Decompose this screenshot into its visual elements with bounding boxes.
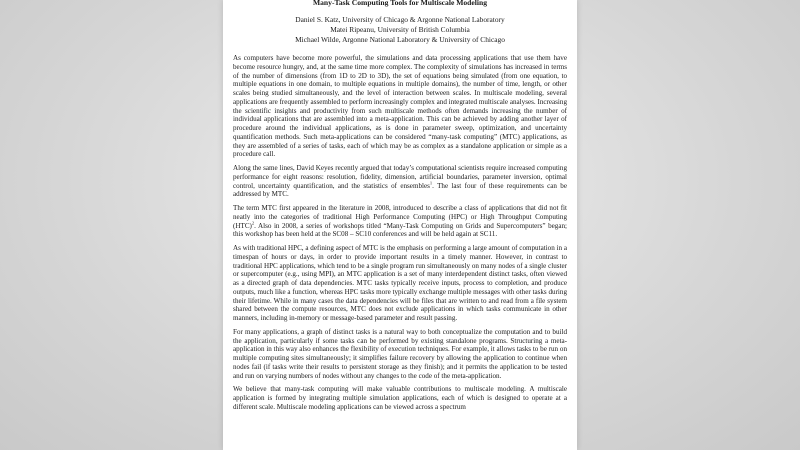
paragraph-3-text: The term MTC first appeared in the literature in 2008, introduced to describe a class of applications that did not fit neatly into the categories of traditional High Performance Computing (HPC) or High Throughput Computing (HTC)	[233, 204, 567, 230]
footnote-ref-1: 1	[429, 180, 433, 186]
paragraph-4: As with traditional HPC, a defining aspect of MTC is the emphasis on performing a large amount of computation in a timespan of hours or days, in order to provide important results in a timely manner. However, in contrast to traditional HPC applications, which tend to be a single program run simultaneously on many nodes of a single cluster or supercomputer (e.g., using MPI), an MTC application is a set of many interdependent distinct tasks, often viewed as a directed graph of data dependencies. MTC tasks typically receive inputs, process to completion, and produce outputs, much like a function, whereas HPC tasks more typically exchange multiple messages with other tasks during their lifetime. While in many cases the data dependencies will be files that are written to and read from a file system shared between the compute resources, MTC does not exclude applications in which tasks communicate in other manners, including in-memory or message-based parameter and result passing.	[233, 244, 567, 322]
paragraph-3	[233, 204, 567, 239]
document-page	[223, 0, 577, 450]
author-block	[233, 15, 567, 45]
paragraph-2-text-end: . The last four of these requirements can be addressed by MTC.	[233, 181, 567, 199]
paragraph-3-text-end: . Also in 2008, a series of workshops titled “Many-Task Computing on Grids and Supercomputers” began; this workshop has been held at the SC08 – SC10 conferences and will be held again at SC11.	[233, 221, 567, 239]
paragraph-1: As computers have become more powerful, the simulations and data processing applications that use them have become resource hungry, and, at the same time more complex. The complexity of simulations has increased in terms of the number of dimensions (from 1D to 2D to 3D), the set of equations being simulated (from one equation, to multiple equations in one domain, to multiple equations in multiple domains), the number of time, length, or other scales being studied simultaneously, and the level of interaction between scales. In multiscale modeling, several applications are frequently assembled to perform increasingly complex and integrated multiscale analyses. Increasing the scientific insights and productivity from such multiscale methods often demands increasing the number of individual applications that are assembled into a meta-application. This can be achieved by adding another layer of procedure around the individual applications, as is done in parameter sweep, optimization, and uncertainty quantification methods. Such meta-applications can be considered “many-task computing” (MTC) applications, as they are assembled of a series of tasks, each of which may be as complex as a standalone application or simple as a procedure call.	[233, 54, 567, 159]
footnote-ref-2: 2	[251, 220, 255, 226]
paragraph-2	[233, 164, 567, 199]
author-line: Matei Ripeanu, University of British Columbia	[330, 25, 470, 34]
paragraph-2-text: Along the same lines, David Keyes recently argued that today’s computational scientists require increased computing performance for eight reasons: resolution, fidelity, dimension, artificial boundaries, parameter inversion, optimal control, uncertainty quantification, and the statistics of ensembles	[233, 164, 567, 190]
author-line: Daniel S. Katz, University of Chicago & Argonne National Laboratory	[295, 15, 505, 24]
paper-title: Many-Task Computing Tools for Multiscale Modeling	[312, 0, 488, 7]
paragraph-6: We believe that many-task computing will make valuable contributions to multiscale modeling. A multiscale application is formed by integrating multiple simulation applications, each of which is designed to operate at a different scale. Multiscale modeling applications can be viewed across a spectrum	[233, 385, 567, 411]
page-content	[223, 0, 577, 412]
paragraph-5: For many applications, a graph of distinct tasks is a natural way to both conceptualize the computation and to build the application, particularly if some tasks can be performed by existing standalone programs. Structuring a meta-application in this way also enhances the flexibility of execution techniques. For example, it allows tasks to be run on multiple computing sites simultaneously; it simplifies failure recovery by allowing the application to continue when nodes fail (if tasks write their results to persistent storage as they finish); and it permits the application to be tested and run on varying numbers of nodes without any changes to the code of the meta-application.	[233, 327, 567, 380]
author-line: Michael Wilde, Argonne National Laboratory & University of Chicago	[295, 35, 505, 44]
